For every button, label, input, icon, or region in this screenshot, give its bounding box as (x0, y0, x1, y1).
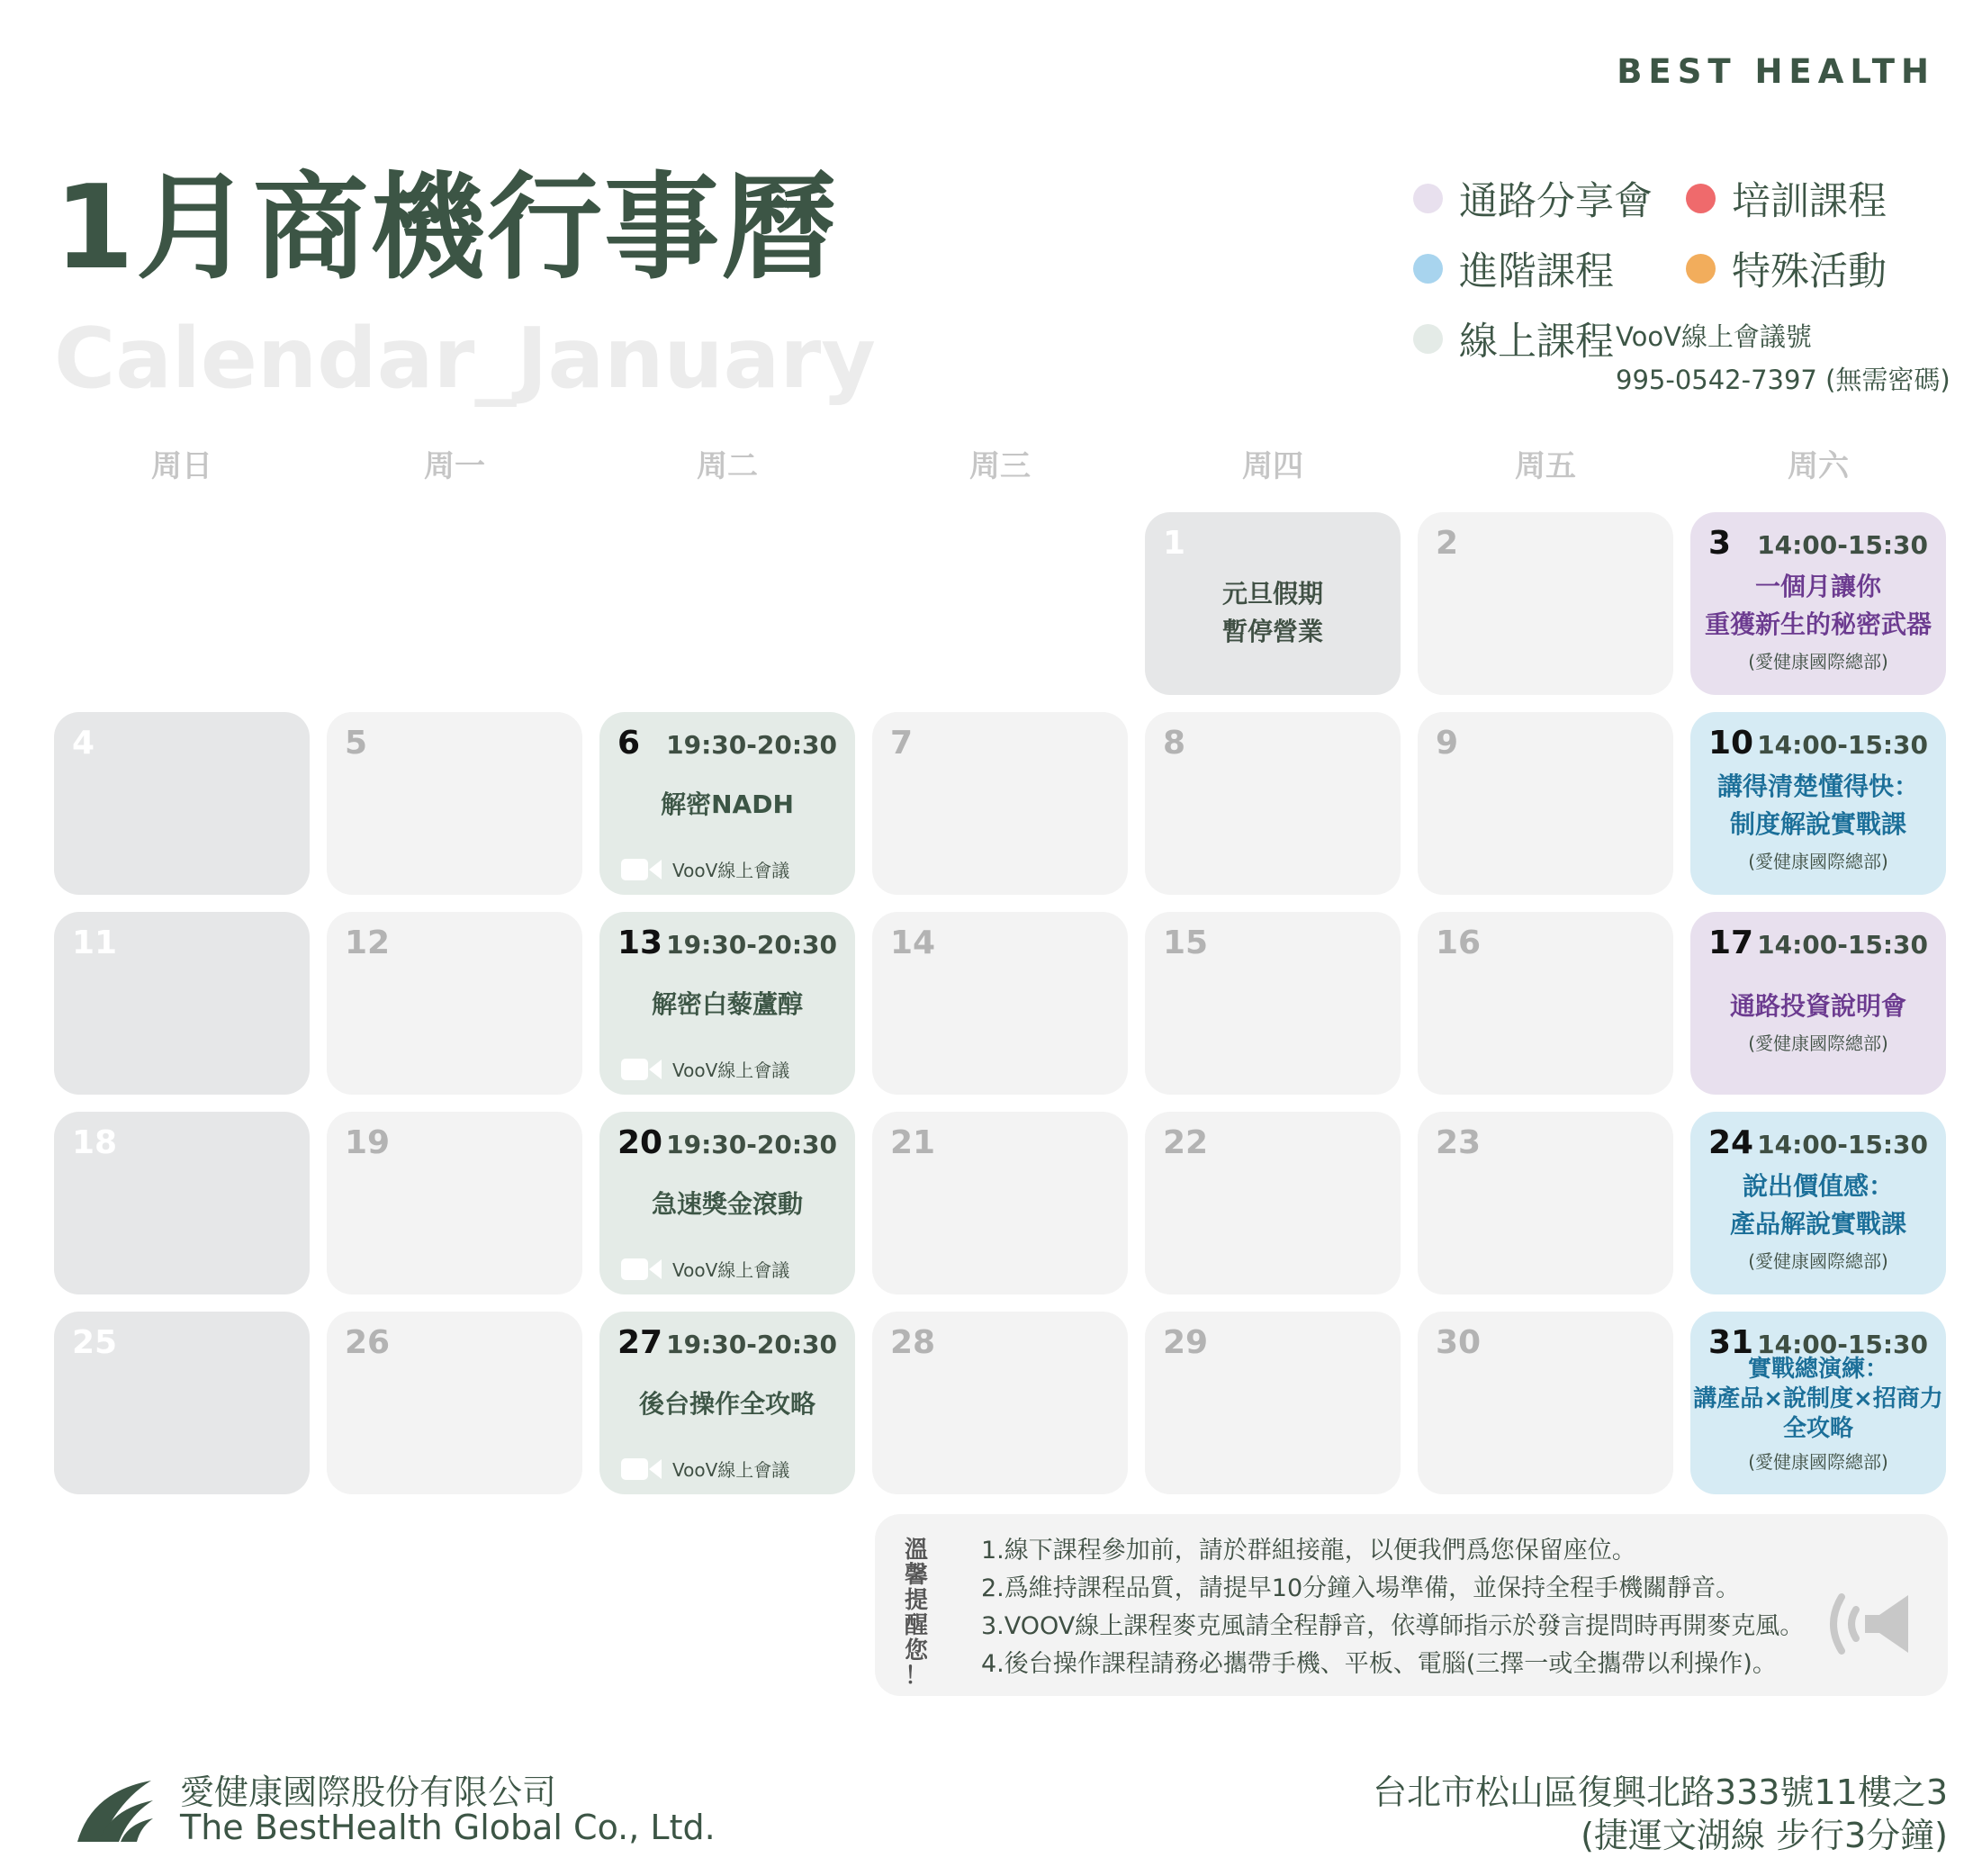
day-cell (327, 712, 582, 895)
day-cell (327, 1112, 582, 1294)
online-meeting-label: VooV線上會議號 (1616, 321, 1812, 352)
day-number: 3 (1708, 525, 1732, 562)
weekday-header (54, 441, 1947, 495)
legend-item-advanced (1413, 241, 1614, 296)
legend-label: 特殊活動 (1732, 249, 1887, 294)
calendar-grid (54, 512, 1947, 1489)
day-cell (1418, 712, 1673, 895)
day-number: 7 (890, 725, 914, 762)
event-time: 14:00-15:30 (1757, 930, 1928, 960)
day-number: 29 (1163, 1324, 1209, 1361)
event-title-line: 重獲新生的秘密武器 (1704, 609, 1932, 639)
day-cell (872, 1112, 1128, 1294)
day-cell (1418, 1112, 1673, 1294)
event-time: 14:00-15:30 (1757, 730, 1928, 760)
weekday-mon: 周一 (424, 448, 485, 484)
day-number: 11 (72, 924, 118, 961)
day-number: 22 (1163, 1124, 1209, 1161)
day-cell (1690, 512, 1946, 695)
online-meeting-tag (621, 856, 789, 882)
event-title-line: 急速獎金滾動 (651, 1189, 803, 1219)
event-time: 19:30-20:30 (666, 730, 837, 760)
reminder-item: 1.線下課程參加前，請於群組接龍，以便我們爲您保留座位。 (981, 1537, 1636, 1565)
event-location: (愛健康國際總部) (1748, 1033, 1888, 1054)
day-number: 24 (1708, 1124, 1754, 1161)
event-title-line: 暫停營業 (1221, 617, 1323, 646)
weekday-sun: 周日 (151, 448, 212, 484)
reminder-panel (875, 1514, 1948, 1696)
weekday-sat: 周六 (1788, 448, 1849, 484)
event-title-line: 產品解說實戰課 (1729, 1209, 1906, 1239)
day-number: 14 (890, 924, 936, 961)
weekday-tue: 周二 (697, 448, 758, 484)
legend-label: 線上課程 (1459, 320, 1614, 365)
legend-dot (1413, 254, 1443, 284)
day-cell (1145, 1112, 1401, 1294)
reminder-list (981, 1532, 1804, 1683)
event-time: 19:30-20:30 (666, 1330, 837, 1359)
event-location: (愛健康國際總部) (1748, 1250, 1888, 1272)
page-subtitle: Calendar_January (54, 310, 876, 407)
legend-dot (1413, 324, 1443, 354)
day-cell (327, 912, 582, 1095)
day-number: 12 (345, 924, 391, 961)
day-cell (54, 912, 310, 1095)
event-title-line: 元旦假期 (1221, 579, 1323, 609)
event-title-line: 全攻略 (1782, 1415, 1853, 1442)
event-title-line: 講得清楚懂得快： (1716, 771, 1919, 801)
online-meeting-label: VooV線上會議 (672, 860, 790, 881)
online-meeting-label: VooV線上會議 (672, 1459, 790, 1481)
day-cell (1690, 1312, 1946, 1494)
video-camera-icon (621, 1059, 662, 1080)
company-name-en: The BestHealth Global Co., Ltd. (180, 1808, 716, 1847)
megaphone-icon (1816, 1579, 1915, 1669)
event-location: (愛健康國際總部) (1748, 651, 1888, 672)
day-cell (599, 912, 855, 1095)
day-number: 4 (72, 725, 95, 762)
day-number: 26 (345, 1324, 391, 1361)
day-cell (872, 712, 1128, 895)
day-cell (54, 1112, 310, 1294)
day-number: 2 (1436, 525, 1459, 562)
day-cell (599, 1112, 855, 1294)
event-time: 19:30-20:30 (666, 1130, 837, 1159)
day-number: 27 (617, 1324, 663, 1361)
day-number: 21 (890, 1124, 936, 1161)
event-title-line: 解密白藜蘆醇 (651, 989, 803, 1019)
day-cell (599, 712, 855, 895)
legend (1413, 171, 1953, 405)
weekday-fri: 周五 (1515, 448, 1576, 484)
legend-dot (1686, 184, 1716, 213)
video-camera-icon (621, 1258, 662, 1280)
company-logo-icon (74, 1773, 155, 1845)
event-title-line: 實戰總演練： (1747, 1356, 1888, 1383)
day-number: 17 (1708, 924, 1754, 961)
brand-logo-text: BEST HEALTH (1617, 52, 1935, 91)
day-number: 13 (617, 924, 663, 961)
event-title-line: 通路投資說明會 (1729, 991, 1906, 1021)
day-cell (1145, 712, 1401, 895)
day-number: 20 (617, 1124, 663, 1161)
reminder-heading: 溫 馨 提 醒 您 ！ (904, 1537, 928, 1690)
day-number: 6 (617, 725, 641, 762)
event-time: 19:30-20:30 (666, 930, 837, 960)
event-time: 14:00-15:30 (1757, 1330, 1928, 1359)
reminder-item: 3.VOOV線上課程麥克風請全程靜音，依導師指示於發言提問時再開麥克風。 (981, 1612, 1805, 1640)
day-number: 9 (1436, 725, 1459, 762)
day-number: 25 (72, 1324, 118, 1361)
day-cell (1145, 1312, 1401, 1494)
day-number: 8 (1163, 725, 1186, 762)
day-cell (327, 1312, 582, 1494)
day-number: 31 (1708, 1324, 1754, 1361)
weekday-wed: 周三 (969, 448, 1031, 484)
day-cell (1418, 1312, 1673, 1494)
legend-item-training (1686, 171, 1887, 226)
video-camera-icon (621, 1458, 662, 1480)
online-meeting-id: 995-0542-7397 (無需密碼) (1616, 365, 1950, 395)
day-cell (54, 712, 310, 895)
video-camera-icon (621, 859, 662, 880)
day-cell (599, 1312, 855, 1494)
day-number: 15 (1163, 924, 1209, 961)
online-meeting-label: VooV線上會議 (672, 1060, 790, 1081)
day-cell (872, 1312, 1128, 1494)
day-cell (872, 912, 1128, 1095)
reminder-item: 4.後台操作課程請務必攜帶手機、平板、電腦(三擇一或全攜帶以利操作)。 (981, 1650, 1777, 1678)
company-address: 台北市松山區復興北路333號11樓之3 (1372, 1772, 1948, 1812)
page-title: 1月商機行事曆 (54, 161, 839, 295)
legend-label: 培訓課程 (1732, 179, 1887, 224)
legend-dot (1413, 184, 1443, 213)
event-title-line: 後台操作全攻略 (638, 1389, 815, 1419)
day-number: 1 (1163, 525, 1186, 562)
day-cell (54, 1312, 310, 1494)
legend-label: 進階課程 (1459, 249, 1614, 294)
day-number: 16 (1436, 924, 1482, 961)
online-meeting-tag (621, 1456, 789, 1482)
day-number: 23 (1436, 1124, 1482, 1161)
event-location: (愛健康國際總部) (1748, 851, 1888, 872)
day-cell (1690, 912, 1946, 1095)
legend-dot (1686, 254, 1716, 284)
event-time: 14:00-15:30 (1757, 1130, 1928, 1159)
day-number: 10 (1708, 725, 1754, 762)
online-meeting-label: VooV線上會議 (672, 1259, 790, 1281)
event-time: 14:00-15:30 (1757, 530, 1928, 560)
company-name-cn: 愛健康國際股份有限公司 (180, 1772, 557, 1812)
event-title-line: 講產品×說制度×招商力 (1693, 1385, 1943, 1412)
day-cell (1145, 912, 1401, 1095)
event-title-line: 說出價值感： (1742, 1171, 1894, 1201)
day-number: 28 (890, 1324, 936, 1361)
legend-item-special (1686, 241, 1887, 296)
reminder-item: 2.爲維持課程品質，請提早10分鐘入場準備，並保持全程手機關靜音。 (981, 1574, 1741, 1602)
transit-note: (捷運文湖線 步行3分鐘) (1581, 1816, 1948, 1855)
day-cell (1418, 512, 1673, 695)
day-cell (1145, 512, 1401, 695)
day-cell (1418, 912, 1673, 1095)
day-number: 30 (1436, 1324, 1482, 1361)
event-title-line: 解密NADH (661, 789, 794, 819)
legend-label: 通路分享會 (1459, 179, 1653, 224)
day-number: 5 (345, 725, 368, 762)
event-title-line: 制度解說實戰課 (1729, 809, 1906, 839)
legend-item-online (1413, 311, 1614, 366)
day-cell (1690, 712, 1946, 895)
day-number: 18 (72, 1124, 118, 1161)
online-meeting-tag (621, 1256, 789, 1282)
online-meeting-tag (621, 1056, 789, 1082)
event-location: (愛健康國際總部) (1748, 1451, 1888, 1473)
day-number: 19 (345, 1124, 391, 1161)
weekday-thu: 周四 (1242, 448, 1303, 484)
legend-item-channel-meeting (1413, 171, 1653, 226)
day-cell (1690, 1112, 1946, 1294)
event-title-line: 一個月讓你 (1754, 572, 1881, 601)
